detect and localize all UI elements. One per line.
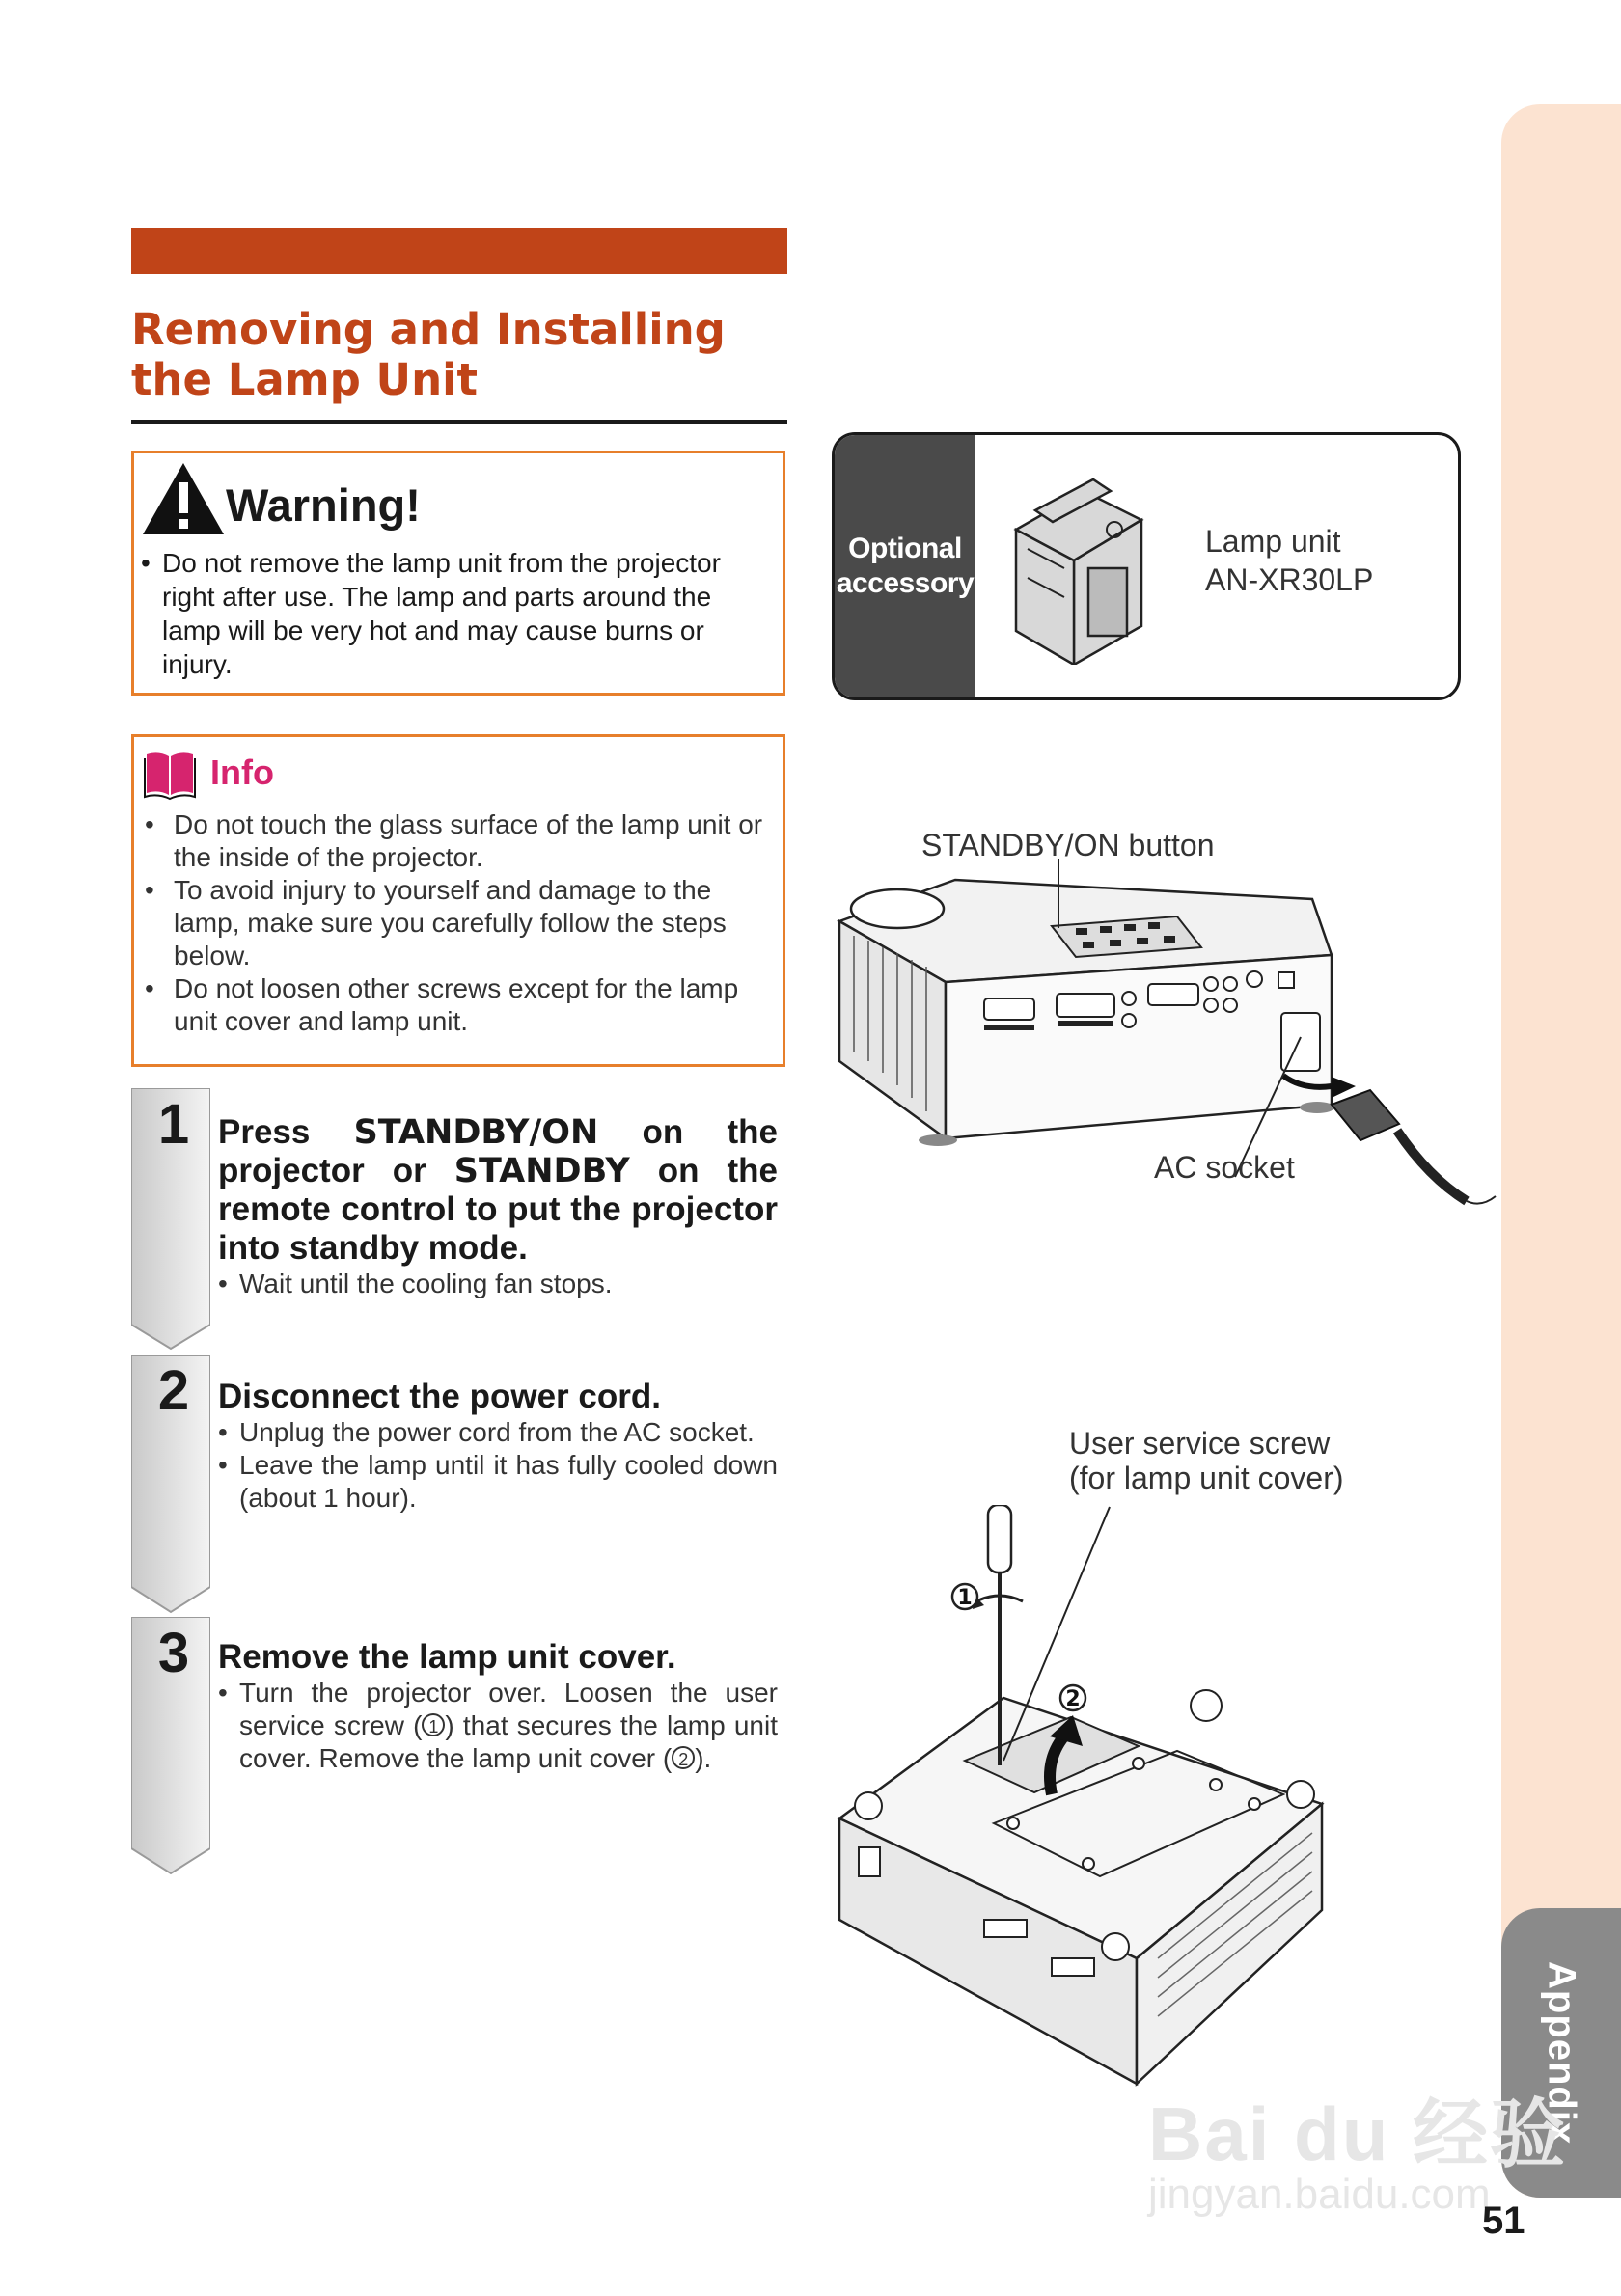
step-3-number: 3 [157,1622,190,1684]
page-title [131,305,787,405]
accessory-label-panel [835,435,975,697]
section-header-bar [131,228,787,274]
step-2-content [218,1378,778,1515]
step-3-heading: Remove the lamp unit cover. [218,1638,676,1676]
warning-title: Warning! [226,479,421,531]
page-title-line1: Removing and Installing [131,304,726,355]
lamp-unit-illustration [997,472,1161,665]
step-1-heading [218,1113,778,1268]
info-title: Info [210,752,274,792]
optional-accessory-box [832,432,1461,700]
accessory-label-line2: accessory [836,567,975,599]
warning-triangle-icon [141,461,226,536]
accessory-name-line1: Lamp unit [1205,524,1341,559]
step-3-bullet-text: Turn the projector over. Loosen the user service screw ( [239,1678,778,1740]
step-2-bullet: • Leave the lamp until it has fully cooled down (about 1 hour). [218,1449,778,1515]
bullet-glyph: • [141,548,151,578]
step-3-bullet-text: ). [695,1743,712,1773]
book-icon [143,749,197,801]
accessory-label-line1: Optional [848,533,962,564]
step-2-number: 2 [157,1359,190,1422]
info-list-item: • To avoid injury to yourself and damage to the lamp, make sure you carefully follow the steps below. [141,874,773,972]
diagram-marker-1: 1 [957,1586,973,1610]
warning-text-item [141,546,768,681]
standby-on-button-label: STANDBY/ON button [921,828,1215,862]
step-1-number: 1 [157,1093,190,1156]
step-3-bullet [218,1677,778,1775]
step-3-content [218,1638,778,1775]
projector-rear-illustration [830,859,1505,1244]
step-2-heading: Disconnect the power cord. [218,1378,661,1415]
watermark: Bai du 经验 [1148,2091,1568,2176]
info-list-item: • Do not loosen other screws except for the lamp unit cover and lamp unit. [141,972,773,1038]
step-3-bullet-text: ) that secures the lamp unit cover. Remove the lamp unit cover ( [239,1710,778,1773]
step-1-heading-text: on the projector or [218,1113,778,1189]
projector-bottom-illustration [830,1505,1332,2103]
accessory-model: AN-XR30LP [1205,562,1374,597]
page-number: 51 [1482,2200,1525,2242]
step-1-heading-button-name: STANDBY [453,1152,630,1190]
user-service-screw-label-line1: User service screw [1069,1426,1331,1461]
step-1-content [218,1113,778,1300]
marker-1-symbol: 1 [422,1713,445,1736]
user-service-screw-label-line2: (for lamp unit cover) [1069,1461,1344,1495]
marker-2-symbol: 2 [672,1746,695,1769]
watermark-url: jingyan.baidu.com [1148,2171,1491,2218]
accessory-label [837,532,974,601]
ac-socket-label: AC socket [1154,1150,1295,1185]
user-service-screw-label [1069,1426,1344,1495]
warning-text: Do not remove the lamp unit from the projector right after use. The lamp and parts around the lamp will be very hot and may cause burns or injury. [162,548,721,679]
page-title-line2: the Lamp Unit [131,354,479,405]
accessory-name [1205,522,1373,599]
side-tab-background [1501,104,1621,2198]
title-divider [131,420,787,424]
step-1-heading-text: on the remote control to put the projector into standby mode. [218,1152,778,1267]
info-list-item: • Do not touch the glass surface of the lamp unit or the inside of the projector. [141,808,773,874]
step-1-bullet: • Wait until the cooling fan stops. [218,1268,778,1300]
step-1-heading-button-name: STANDBY/ON [353,1113,599,1152]
step-1-heading-text: Press [218,1113,354,1151]
appendix-tab-label: Appendix [1540,1960,1583,2146]
info-list [141,808,773,1038]
step-2-bullet: • Unplug the power cord from the AC socket. [218,1416,778,1449]
diagram-marker-2: 2 [1065,1687,1081,1711]
